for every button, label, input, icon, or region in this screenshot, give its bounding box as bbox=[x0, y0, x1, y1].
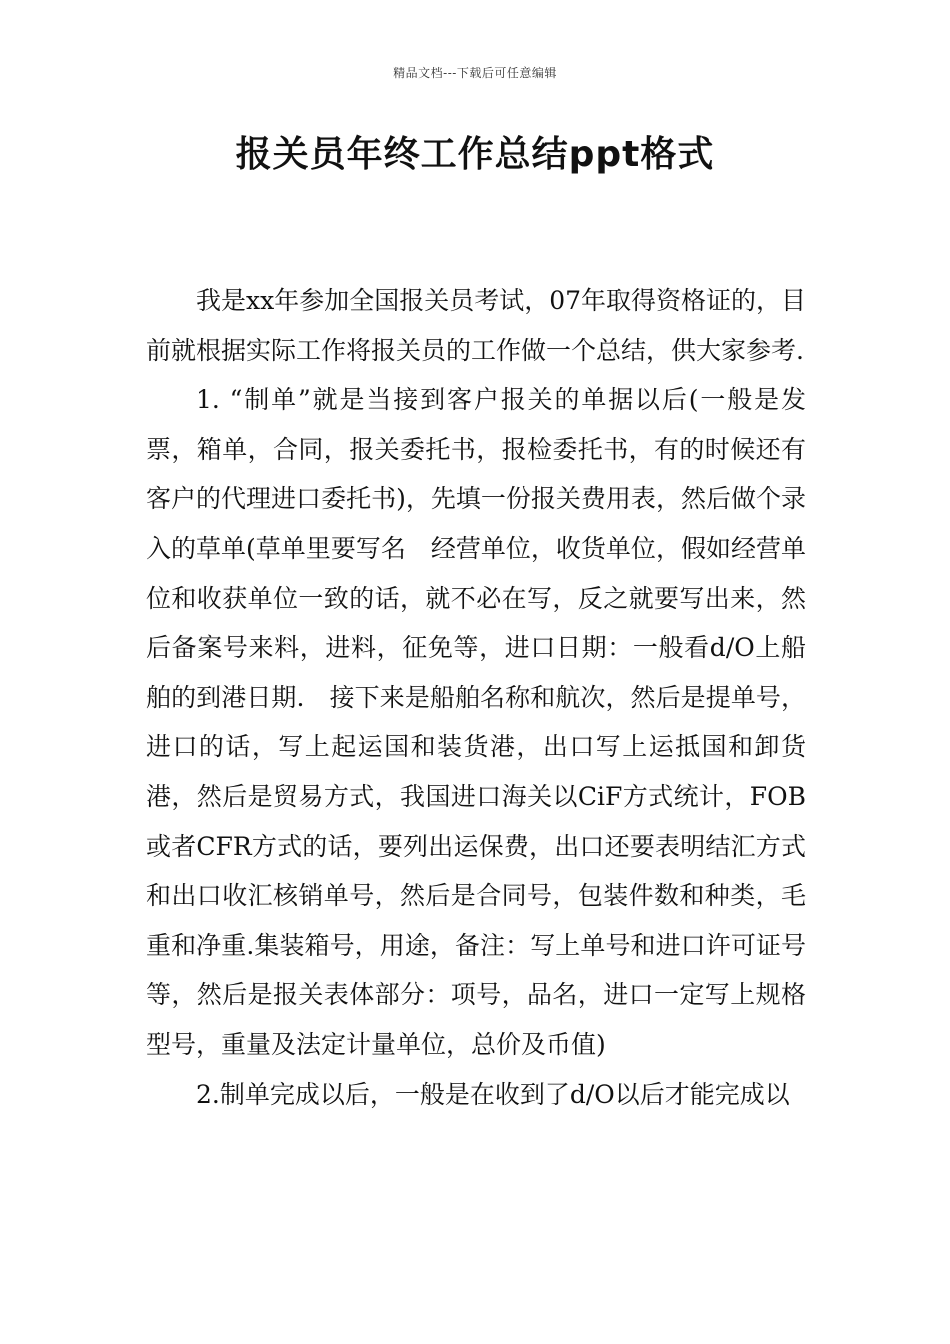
header-note: 精品文档---下载后可任意编辑 bbox=[393, 66, 557, 80]
document-title: 报关员年终工作总结ppt格式 bbox=[235, 134, 715, 175]
document-body bbox=[146, 276, 806, 1119]
paragraph-intro: 我是xx年参加全国报关员考试，07年取得资格证的，目前就根据实际工作将报关员的工作做一个总结，供大家参考. bbox=[146, 286, 807, 365]
paragraph-item-1: 1. “制单”就是当接到客户报关的单据以后(一般是发票，箱单，合同，报关委托书，报检委托书，有的时候还有客户的代理进口委托书)，先填一份报关费用表，然后做个录入的草单(草单里要写名 经营单位，收货单位，假如经营单位和收获单位一致的话，就不必在写，反之就要写出来，然后备案号来料，进料，征免等，进口日期：一般看d/O上船舶的到港日期. 接下来是船舶名称和航次，然后是提单号，进口的话，写上起运国和装货港，出口写上运抵国和卸货港，然后是贸易方式，我国进口海关以CiF方式统计，FOB或者CFR方式的话，要列出运保费，出口还要表明结汇方式和出口收汇核销单号，然后是合同号，包装件数和种类，毛重和净重.集装箱号，用途，备注：写上单号和进口许可证号等，然后是报关表体部分：项号，品名，进口一定写上规格型号，重量及法定计量单位，总价及币值) bbox=[146, 385, 806, 1059]
paragraph-item-2: 2.制单完成以后，一般是在收到了d/O以后才能完成以 bbox=[196, 1079, 790, 1109]
